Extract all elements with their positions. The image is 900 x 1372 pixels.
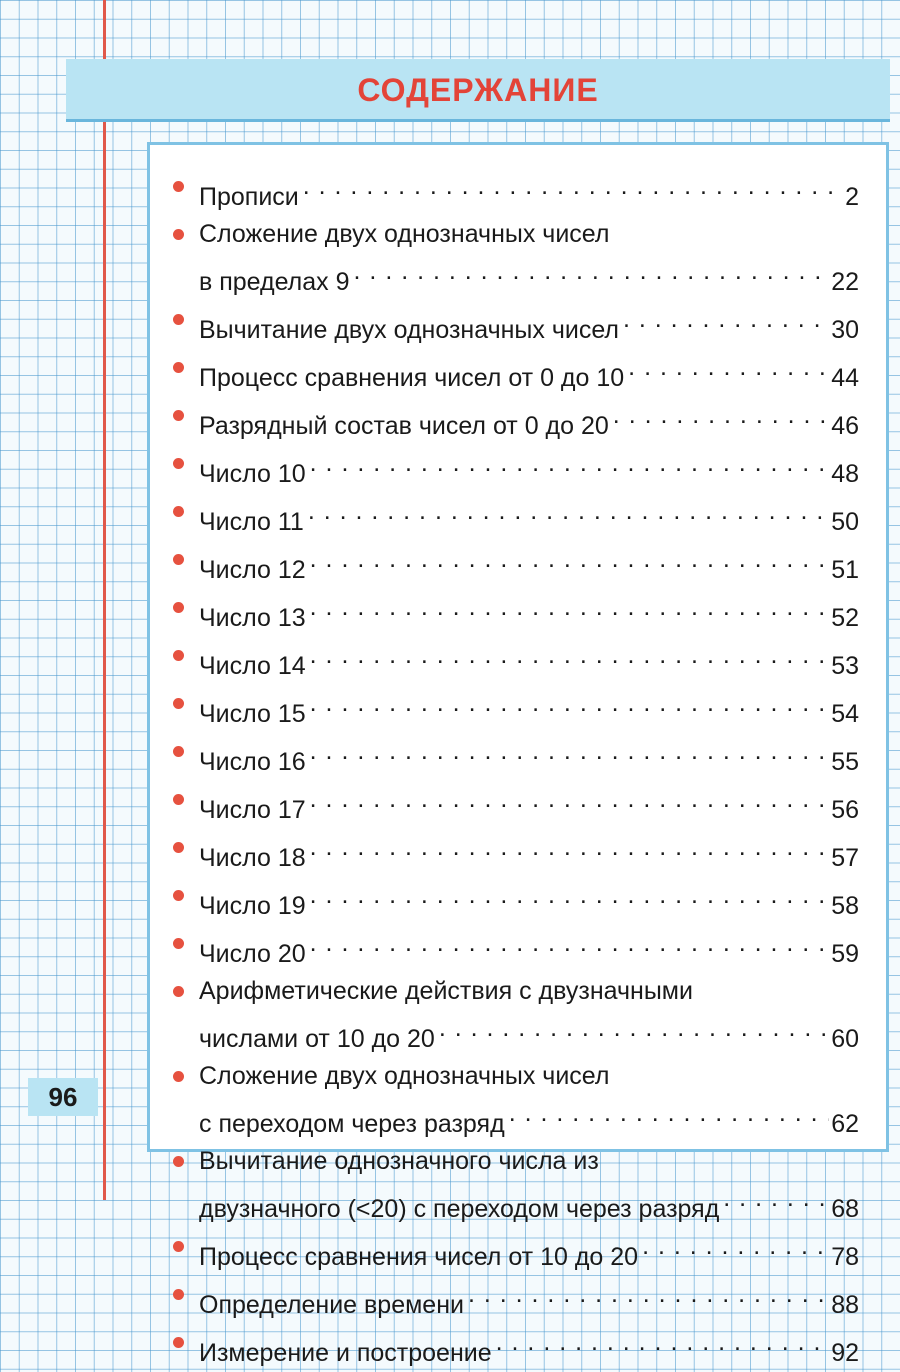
bullet-dot-icon [173, 842, 184, 853]
toc-entry-page-number: 48 [831, 460, 859, 488]
bullet-dot-icon [173, 314, 184, 325]
toc-entry-label: Число 19 [199, 892, 306, 920]
dot-leader [468, 1276, 829, 1313]
toc-entry[interactable] [173, 1143, 859, 1228]
bullet-dot-icon [173, 794, 184, 805]
toc-entry[interactable] [173, 829, 859, 877]
toc-entry-label: Измерение и построение [199, 1339, 492, 1367]
bullet-dot-icon [173, 362, 184, 373]
toc-entry[interactable] [173, 589, 859, 637]
toc-entry[interactable] [173, 781, 859, 829]
toc-entry-label: в пределах 9 [199, 268, 350, 296]
toc-entry-page-number: 88 [831, 1291, 859, 1319]
toc-entry-page-number: 53 [831, 652, 859, 680]
bullet-dot-icon [173, 698, 184, 709]
toc-entry-label: Число 17 [199, 796, 306, 824]
toc-entry-page-number: 54 [831, 700, 859, 728]
toc-entry-label: Определение времени [199, 1291, 464, 1319]
toc-entry-label: Число 20 [199, 940, 306, 968]
bullet-dot-icon [173, 181, 184, 192]
bullet-dot-icon [173, 890, 184, 901]
bullet-dot-icon [173, 938, 184, 949]
dot-leader [310, 445, 830, 482]
dot-leader [613, 397, 829, 434]
toc-entry[interactable] [173, 733, 859, 781]
toc-entry-page-number: 2 [845, 183, 859, 211]
toc-entry-page-number: 59 [831, 940, 859, 968]
toc-entry[interactable] [173, 349, 859, 397]
toc-entry[interactable] [173, 493, 859, 541]
toc-entry-page-number: 78 [831, 1243, 859, 1271]
dot-leader [310, 829, 830, 866]
toc-entry[interactable] [173, 541, 859, 589]
toc-entry[interactable] [173, 1228, 859, 1276]
toc-entry[interactable] [173, 877, 859, 925]
toc-entry-label: Вычитание однозначного числа из [199, 1147, 599, 1175]
toc-entry-label: Число 10 [199, 460, 306, 488]
toc-entry[interactable] [173, 397, 859, 445]
toc-entry[interactable] [173, 1276, 859, 1324]
toc-entry-label: Число 11 [199, 508, 304, 536]
toc-entry-page-number: 56 [831, 796, 859, 824]
toc-entry-page-number: 60 [831, 1025, 859, 1053]
toc-entry[interactable] [173, 301, 859, 349]
bullet-dot-icon [173, 1071, 184, 1082]
toc-entry-label: Сложение двух однозначных чисел [199, 1062, 610, 1090]
toc-entry[interactable] [173, 685, 859, 733]
toc-entry[interactable] [173, 973, 859, 1058]
toc-entry[interactable] [173, 1058, 859, 1143]
toc-entry-page-number: 58 [831, 892, 859, 920]
toc-entry-page-number: 30 [831, 316, 859, 344]
toc-entry-label: Арифметические действия с двузначными [199, 977, 693, 1005]
toc-entry[interactable] [173, 216, 859, 301]
dot-leader [310, 541, 830, 578]
red-margin-line [103, 0, 106, 1200]
toc-entry-page-number: 55 [831, 748, 859, 776]
dot-leader [310, 637, 830, 674]
toc-entry-page-number: 92 [831, 1339, 859, 1367]
dot-leader [439, 1010, 829, 1047]
bullet-dot-icon [173, 410, 184, 421]
dot-leader [310, 925, 830, 962]
dot-leader [310, 781, 830, 818]
toc-entry-label: Число 15 [199, 700, 306, 728]
toc-entry-page-number: 68 [831, 1195, 859, 1223]
bullet-dot-icon [173, 554, 184, 565]
dot-leader [310, 589, 830, 626]
bullet-dot-icon [173, 650, 184, 661]
bullet-dot-icon [173, 229, 184, 240]
dot-leader [723, 1180, 829, 1217]
bullet-dot-icon [173, 1337, 184, 1348]
toc-entry[interactable] [173, 637, 859, 685]
bullet-dot-icon [173, 458, 184, 469]
toc-entry-page-number: 22 [831, 268, 859, 296]
dot-leader [310, 733, 830, 770]
toc-entry-page-number: 62 [831, 1110, 859, 1138]
toc-entry[interactable] [173, 168, 859, 216]
toc-entry-label: Число 16 [199, 748, 306, 776]
dot-leader [308, 493, 829, 530]
toc-entry-page-number: 57 [831, 844, 859, 872]
toc-entry-label: Число 18 [199, 844, 306, 872]
page-title: СОДЕРЖАНИЕ [357, 72, 599, 108]
dot-leader [310, 877, 830, 914]
toc-entry-label: двузначного (<20) с переходом через разряд [199, 1195, 720, 1223]
toc-entry-page-number: 52 [831, 604, 859, 632]
toc-entry-label: числами от 10 до 20 [199, 1025, 435, 1053]
toc-entry[interactable] [173, 445, 859, 493]
toc-entry-label: Число 13 [199, 604, 306, 632]
toc-entry[interactable] [173, 925, 859, 973]
bullet-dot-icon [173, 602, 184, 613]
toc-entry-label: с переходом через разряд [199, 1110, 505, 1138]
toc-entry-page-number: 50 [831, 508, 859, 536]
bullet-dot-icon [173, 746, 184, 757]
dot-leader [509, 1095, 830, 1132]
toc-entry-label: Число 12 [199, 556, 306, 584]
toc-entry-page-number: 46 [831, 412, 859, 440]
dot-leader [303, 168, 843, 205]
bullet-dot-icon [173, 1289, 184, 1300]
bullet-dot-icon [173, 1241, 184, 1252]
toc-entry-label: Разрядный состав чисел от 0 до 20 [199, 412, 609, 440]
bullet-dot-icon [173, 986, 184, 997]
toc-entry-label: Вычитание двух однозначных чисел [199, 316, 619, 344]
dot-leader [310, 685, 830, 722]
bullet-dot-icon [173, 506, 184, 517]
toc-entry-page-number: 44 [831, 364, 859, 392]
dot-leader [623, 301, 829, 338]
dot-leader [354, 253, 830, 290]
bullet-dot-icon [173, 1156, 184, 1167]
page-number-badge: 96 [28, 1078, 98, 1116]
table-of-contents [173, 168, 859, 1372]
toc-entry-label: Число 14 [199, 652, 306, 680]
toc-entry-label: Прописи [199, 183, 299, 211]
toc-entry-label: Сложение двух однозначных чисел [199, 220, 610, 248]
dot-leader [628, 349, 829, 386]
toc-entry-label: Процесс сравнения чисел от 0 до 10 [199, 364, 625, 392]
toc-entry-label: Процесс сравнения чисел от 10 до 20 [199, 1243, 639, 1271]
dot-leader [642, 1228, 829, 1265]
toc-entry-page-number: 51 [831, 556, 859, 584]
toc-entry[interactable] [173, 1324, 859, 1372]
dot-leader [496, 1324, 830, 1361]
